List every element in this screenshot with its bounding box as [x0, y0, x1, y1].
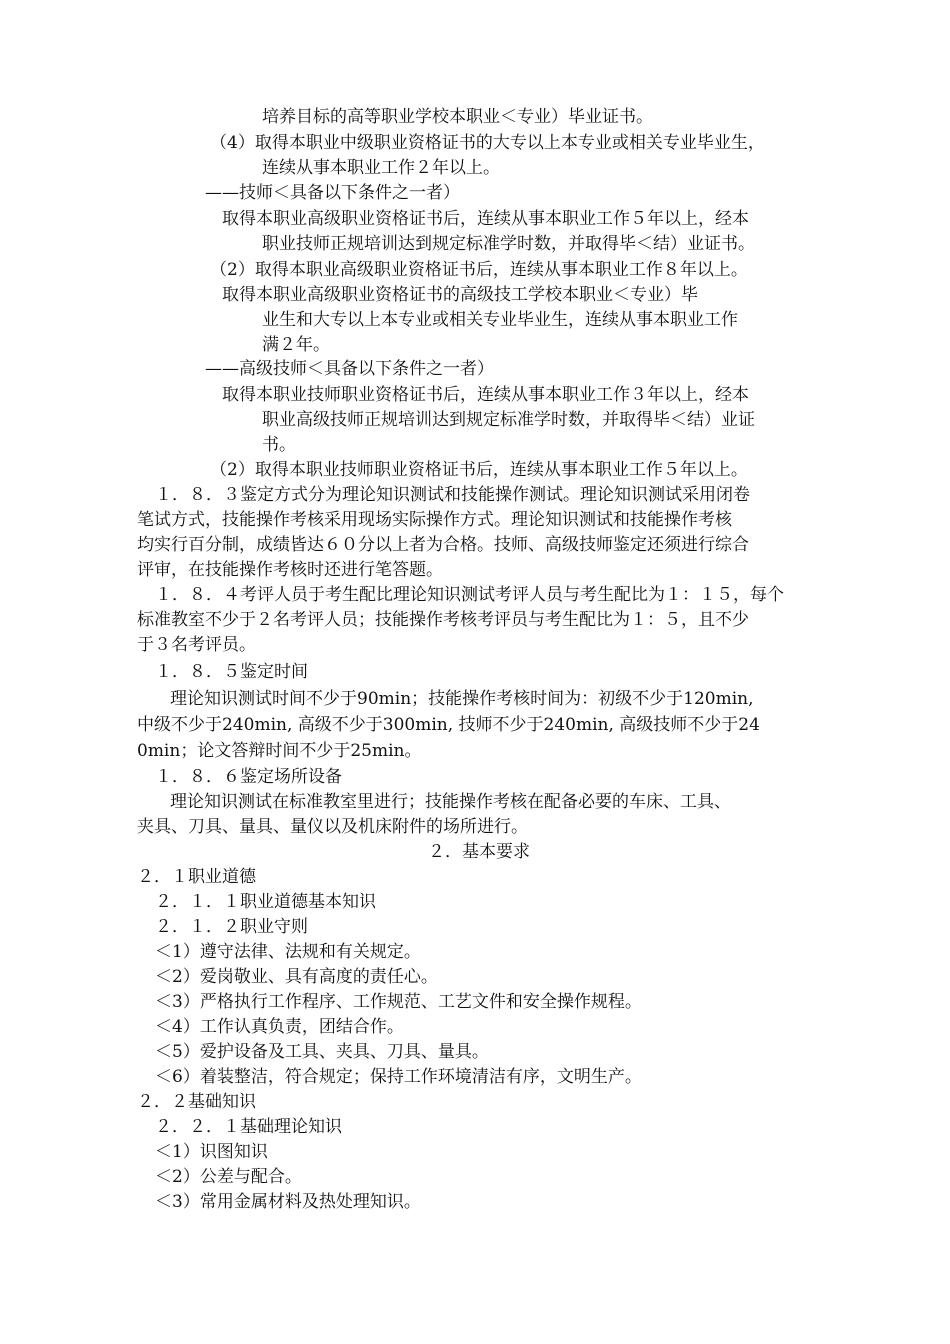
- list-item: ＜4）工作认真负责，团结合作。: [155, 1017, 404, 1037]
- list-item: ＜3）常用金属材料及热处理知识。: [155, 1192, 421, 1212]
- list-item: ＜2）爱岗敬业、具有高度的责任心。: [155, 967, 438, 987]
- text-line: 职业高级技师正规培训达到规定标准学时数，并取得毕＜结）业证: [262, 410, 755, 430]
- text-line: 培养目标的高等职业学校本职业＜专业）毕业证书。: [262, 107, 653, 127]
- section-heading: １．８．５鉴定时间: [155, 662, 308, 682]
- section-heading: ２．２基础知识: [137, 1092, 256, 1112]
- text-line: 笔试方式，技能操作考核采用现场实际操作方式。理论知识测试和技能操作考核: [137, 510, 732, 530]
- list-item: ＜6）着装整洁，符合规定；保持工作环境清洁有序，文明生产。: [155, 1067, 642, 1087]
- subsection-heading: ２．１．２职业守则: [155, 917, 308, 937]
- text-line: （2）取得本职业技师职业资格证书后，连续从事本职业工作５年以上。: [210, 460, 748, 480]
- chapter-heading: ２．基本要求: [428, 842, 530, 862]
- text-line: 夹具、刀具、量具、量仪以及机床附件的场所进行。: [137, 817, 528, 837]
- text-line: 于３名考评员。: [137, 635, 256, 655]
- section-heading: １．８．６鉴定场所设备: [155, 767, 342, 787]
- list-item: ＜3）严格执行工作程序、工作规范、工艺文件和安全操作规程。: [155, 992, 642, 1012]
- section-heading: ２．１职业道德: [137, 867, 256, 887]
- text-line: （2）取得本职业高级职业资格证书后，连续从事本职业工作８年以上。: [210, 260, 748, 280]
- text-line: 业生和大专以上本专业或相关专业毕业生，连续从事本职业工作: [262, 310, 738, 330]
- text-line: （4）取得本职业中级职业资格证书的大专以上本专业或相关专业毕业生，: [210, 133, 765, 153]
- text-line: 连续从事本职业工作２年以上。: [262, 158, 500, 178]
- section-paragraph: １．８．４考评人员于考生配比理论知识测试考评人员与考生配比为１：１５，每个: [155, 585, 784, 605]
- text-line: 职业技师正规培训达到规定标准学时数，并取得毕＜结）业证书。: [262, 234, 755, 254]
- text-line: 均实行百分制，成绩皆达６０分以上者为合格。技师、高级技师鉴定还须进行综合: [137, 535, 749, 555]
- subsection-heading: ２．２．１基础理论知识: [155, 1117, 342, 1137]
- text-line: 0min；论文答辩时间不少于25min。: [137, 741, 422, 761]
- text-line: 取得本职业技师职业资格证书后，连续从事本职业工作３年以上，经本: [222, 385, 749, 405]
- list-item: ＜1）遵守法律、法规和有关规定。: [155, 942, 421, 962]
- list-item: ＜1）识图知识: [155, 1142, 268, 1162]
- text-line: ——技师＜具备以下条件之一者）: [205, 183, 460, 203]
- list-item: ＜5）爱护设备及工具、夹具、刀具、量具。: [155, 1042, 489, 1062]
- list-item: ＜2）公差与配合。: [155, 1167, 302, 1187]
- text-line: 取得本职业高级职业资格证书后，连续从事本职业工作５年以上，经本: [222, 209, 749, 229]
- subsection-heading: ２．１．１职业道德基本知识: [155, 892, 376, 912]
- text-line: 取得本职业高级职业资格证书的高级技工学校本职业＜专业）毕: [222, 285, 698, 305]
- text-line: 标准教室不少于２名考评人员；技能操作考核考评员与考生配比为１：５，且不少: [137, 610, 749, 630]
- text-line: 理论知识测试在标准教室里进行；技能操作考核在配备必要的车床、工具、: [170, 792, 731, 812]
- text-line: 中级不少于240min, 高级不少于300min, 技师不少于240min, 高级技师不少于24: [137, 715, 760, 735]
- text-line: 理论知识测试时间不少于90min；技能操作考核时间为：初级不少于120min,: [170, 689, 754, 709]
- text-line: 评审，在技能操作考核时还进行笔答题。: [137, 560, 443, 580]
- text-line: 书。: [262, 435, 296, 455]
- section-paragraph: １．８．３鉴定方式分为理论知识测试和技能操作测试。理论知识测试采用闭卷: [155, 485, 750, 505]
- text-line: 满２年。: [262, 335, 330, 355]
- text-line: ——高级技师＜具备以下条件之一者）: [205, 359, 494, 379]
